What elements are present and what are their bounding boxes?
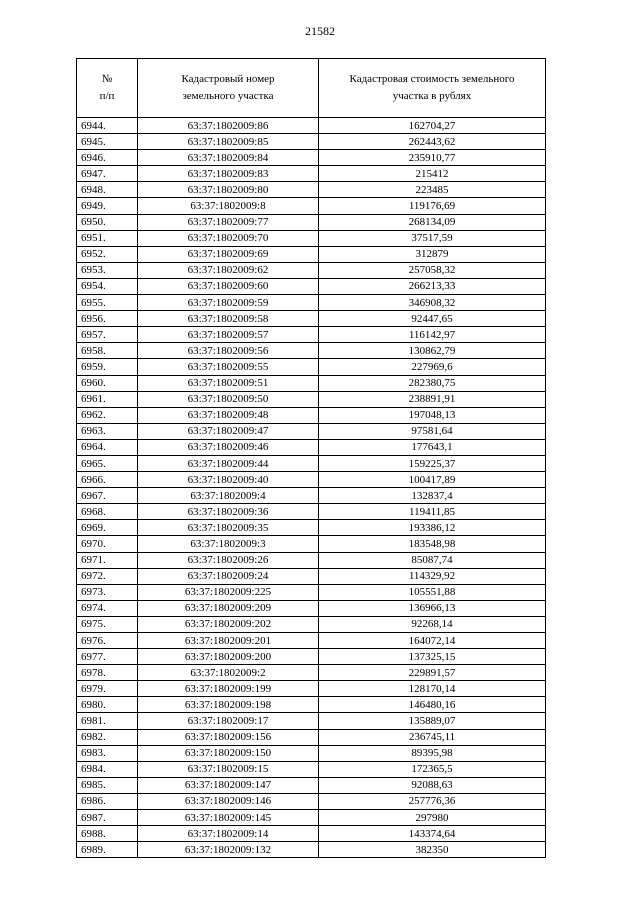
cadastral-value: 223485: [319, 182, 546, 198]
table-row: [77, 729, 546, 745]
table-row: [77, 681, 546, 697]
cadastral-value: 116142,97: [319, 327, 546, 343]
row-number: 6977.: [77, 649, 138, 665]
row-number: 6946.: [77, 150, 138, 166]
table-row: [77, 793, 546, 809]
cadastral-value: 266213,33: [319, 278, 546, 294]
cadastral-number: 63:37:1802009:132: [138, 842, 319, 858]
cadastral-value: 119176,69: [319, 198, 546, 214]
cadastral-number: 63:37:1802009:2: [138, 665, 319, 681]
row-number: 6957.: [77, 327, 138, 343]
cadastral-number: 63:37:1802009:80: [138, 182, 319, 198]
table-row: [77, 134, 546, 150]
cadastral-number: 63:37:1802009:202: [138, 616, 319, 632]
cadastral-number: 63:37:1802009:201: [138, 633, 319, 649]
row-number: 6959.: [77, 359, 138, 375]
row-number: 6945.: [77, 134, 138, 150]
table-row: [77, 649, 546, 665]
cadastral-value: 297980: [319, 810, 546, 826]
row-number: 6987.: [77, 810, 138, 826]
cadastral-number: 63:37:1802009:85: [138, 134, 319, 150]
cadastral-value: 130862,79: [319, 343, 546, 359]
table-row: [77, 262, 546, 278]
table-row: [77, 182, 546, 198]
row-number: 6985.: [77, 777, 138, 793]
table-row: [77, 568, 546, 584]
table-row: [77, 295, 546, 311]
row-number: 6947.: [77, 166, 138, 182]
cadastral-value: 257776,36: [319, 793, 546, 809]
cadastral-number: 63:37:1802009:17: [138, 713, 319, 729]
table-row: [77, 713, 546, 729]
table-row: [77, 439, 546, 455]
cadastral-number: 63:37:1802009:146: [138, 793, 319, 809]
cadastral-number: 63:37:1802009:50: [138, 391, 319, 407]
cadastral-value: 92088,63: [319, 777, 546, 793]
cadastral-value: 162704,27: [319, 118, 546, 134]
row-number: 6983.: [77, 745, 138, 761]
cadastral-number: 63:37:1802009:15: [138, 761, 319, 777]
cadastral-value: 177643,1: [319, 439, 546, 455]
row-number: 6978.: [77, 665, 138, 681]
cadastral-number: 63:37:1802009:77: [138, 214, 319, 230]
table-row: [77, 761, 546, 777]
cadastral-value: 282380,75: [319, 375, 546, 391]
row-number: 6950.: [77, 214, 138, 230]
cadastral-value: 105551,88: [319, 584, 546, 600]
cadastral-number: 63:37:1802009:225: [138, 584, 319, 600]
table-row: [77, 118, 546, 134]
table-body: [77, 118, 546, 858]
cadastral-value: 128170,14: [319, 681, 546, 697]
table-row: [77, 633, 546, 649]
cadastral-value: 92447,65: [319, 311, 546, 327]
cadastral-number: 63:37:1802009:70: [138, 230, 319, 246]
cadastral-number: 63:37:1802009:4: [138, 488, 319, 504]
cadastral-value: 227969,6: [319, 359, 546, 375]
cadastral-value: 119411,85: [319, 504, 546, 520]
cadastral-value: 197048,13: [319, 407, 546, 423]
cadastral-number: 63:37:1802009:200: [138, 649, 319, 665]
table-row: [77, 327, 546, 343]
table-row: [77, 375, 546, 391]
row-number: 6979.: [77, 681, 138, 697]
row-number: 6958.: [77, 343, 138, 359]
cadastral-number: 63:37:1802009:150: [138, 745, 319, 761]
header-cadastral-number: [138, 59, 319, 118]
row-number: 6970.: [77, 536, 138, 552]
table-row: [77, 278, 546, 294]
table-row: [77, 311, 546, 327]
cadastral-value: 172365,5: [319, 761, 546, 777]
cadastral-value: 257058,32: [319, 262, 546, 278]
cadastral-value-table: [76, 58, 546, 858]
table-row: [77, 504, 546, 520]
cadastral-value: 235910,77: [319, 150, 546, 166]
table-row: [77, 536, 546, 552]
cadastral-number: 63:37:1802009:62: [138, 262, 319, 278]
cadastral-number: 63:37:1802009:69: [138, 246, 319, 262]
cadastral-value: 229891,57: [319, 665, 546, 681]
row-number: 6963.: [77, 423, 138, 439]
cadastral-number: 63:37:1802009:51: [138, 375, 319, 391]
table-row: [77, 391, 546, 407]
cadastral-value: 193386,12: [319, 520, 546, 536]
header-cadastral-number-label: Кадастровый номер земельного участка: [181, 73, 275, 102]
header-number-label: № п/п: [99, 73, 115, 102]
table-row: [77, 166, 546, 182]
table-row: [77, 842, 546, 858]
table-row: [77, 198, 546, 214]
table-row: [77, 343, 546, 359]
cadastral-number: 63:37:1802009:48: [138, 407, 319, 423]
table-row: [77, 584, 546, 600]
table-row: [77, 407, 546, 423]
row-number: 6951.: [77, 230, 138, 246]
cadastral-value: 114329,92: [319, 568, 546, 584]
row-number: 6966.: [77, 472, 138, 488]
cadastral-value: 236745,11: [319, 729, 546, 745]
cadastral-number: 63:37:1802009:145: [138, 810, 319, 826]
cadastral-value: 238891,91: [319, 391, 546, 407]
cadastral-value: 137325,15: [319, 649, 546, 665]
row-number: 6982.: [77, 729, 138, 745]
table-row: [77, 745, 546, 761]
row-number: 6969.: [77, 520, 138, 536]
table-row: [77, 423, 546, 439]
row-number: 6989.: [77, 842, 138, 858]
row-number: 6984.: [77, 761, 138, 777]
cadastral-value: 132837,4: [319, 488, 546, 504]
table-row: [77, 359, 546, 375]
row-number: 6961.: [77, 391, 138, 407]
table-row: [77, 697, 546, 713]
cadastral-number: 63:37:1802009:56: [138, 343, 319, 359]
cadastral-number: 63:37:1802009:59: [138, 295, 319, 311]
table-row: [77, 600, 546, 616]
table-header-row: [77, 59, 546, 118]
cadastral-value: 37517,59: [319, 230, 546, 246]
header-cadastral-value-label: Кадастровая стоимость земельного участка в рублях: [349, 73, 515, 102]
table-row: [77, 472, 546, 488]
table-row: [77, 665, 546, 681]
row-number: 6986.: [77, 793, 138, 809]
row-number: 6981.: [77, 713, 138, 729]
table-row: [77, 826, 546, 842]
row-number: 6973.: [77, 584, 138, 600]
cadastral-number: 63:37:1802009:57: [138, 327, 319, 343]
cadastral-number: 63:37:1802009:8: [138, 198, 319, 214]
cadastral-value: 346908,32: [319, 295, 546, 311]
cadastral-number: 63:37:1802009:44: [138, 455, 319, 471]
cadastral-value: 215412: [319, 166, 546, 182]
cadastral-number: 63:37:1802009:83: [138, 166, 319, 182]
cadastral-number: 63:37:1802009:40: [138, 472, 319, 488]
row-number: 6967.: [77, 488, 138, 504]
table-row: [77, 552, 546, 568]
row-number: 6965.: [77, 455, 138, 471]
cadastral-value: 164072,14: [319, 633, 546, 649]
row-number: 6974.: [77, 600, 138, 616]
table-row: [77, 777, 546, 793]
row-number: 6980.: [77, 697, 138, 713]
row-number: 6972.: [77, 568, 138, 584]
cadastral-value: 159225,37: [319, 455, 546, 471]
row-number: 6952.: [77, 246, 138, 262]
cadastral-number: 63:37:1802009:36: [138, 504, 319, 520]
cadastral-value: 85087,74: [319, 552, 546, 568]
cadastral-value: 143374,64: [319, 826, 546, 842]
cadastral-value: 97581,64: [319, 423, 546, 439]
table-row: [77, 455, 546, 471]
cadastral-number: 63:37:1802009:55: [138, 359, 319, 375]
row-number: 6944.: [77, 118, 138, 134]
cadastral-value: 382350: [319, 842, 546, 858]
cadastral-number: 63:37:1802009:199: [138, 681, 319, 697]
cadastral-value: 135889,07: [319, 713, 546, 729]
page-number: 21582: [305, 24, 335, 38]
row-number: 6964.: [77, 439, 138, 455]
header-number: [77, 59, 138, 118]
cadastral-number: 63:37:1802009:24: [138, 568, 319, 584]
cadastral-number: 63:37:1802009:3: [138, 536, 319, 552]
table-row: [77, 488, 546, 504]
cadastral-value: 268134,09: [319, 214, 546, 230]
cadastral-number: 63:37:1802009:26: [138, 552, 319, 568]
table-row: [77, 520, 546, 536]
cadastral-value: 146480,16: [319, 697, 546, 713]
table-row: [77, 246, 546, 262]
cadastral-value: 100417,89: [319, 472, 546, 488]
row-number: 6956.: [77, 311, 138, 327]
table-row: [77, 214, 546, 230]
header-cadastral-value: [319, 59, 546, 118]
cadastral-value: 183548,98: [319, 536, 546, 552]
row-number: 6948.: [77, 182, 138, 198]
cadastral-value: 262443,62: [319, 134, 546, 150]
cadastral-value: 89395,98: [319, 745, 546, 761]
cadastral-number: 63:37:1802009:47: [138, 423, 319, 439]
row-number: 6960.: [77, 375, 138, 391]
cadastral-number: 63:37:1802009:60: [138, 278, 319, 294]
row-number: 6975.: [77, 616, 138, 632]
cadastral-number: 63:37:1802009:86: [138, 118, 319, 134]
row-number: 6953.: [77, 262, 138, 278]
cadastral-number: 63:37:1802009:209: [138, 600, 319, 616]
cadastral-number: 63:37:1802009:14: [138, 826, 319, 842]
table-row: [77, 616, 546, 632]
cadastral-number: 63:37:1802009:46: [138, 439, 319, 455]
cadastral-number: 63:37:1802009:58: [138, 311, 319, 327]
table-row: [77, 230, 546, 246]
row-number: 6962.: [77, 407, 138, 423]
cadastral-number: 63:37:1802009:84: [138, 150, 319, 166]
row-number: 6976.: [77, 633, 138, 649]
table-row: [77, 150, 546, 166]
row-number: 6968.: [77, 504, 138, 520]
row-number: 6955.: [77, 295, 138, 311]
cadastral-number: 63:37:1802009:198: [138, 697, 319, 713]
cadastral-number: 63:37:1802009:35: [138, 520, 319, 536]
row-number: 6954.: [77, 278, 138, 294]
row-number: 6971.: [77, 552, 138, 568]
cadastral-value: 92268,14: [319, 616, 546, 632]
cadastral-number: 63:37:1802009:147: [138, 777, 319, 793]
row-number: 6949.: [77, 198, 138, 214]
table-row: [77, 810, 546, 826]
row-number: 6988.: [77, 826, 138, 842]
cadastral-number: 63:37:1802009:156: [138, 729, 319, 745]
cadastral-value: 136966,13: [319, 600, 546, 616]
cadastral-value: 312879: [319, 246, 546, 262]
